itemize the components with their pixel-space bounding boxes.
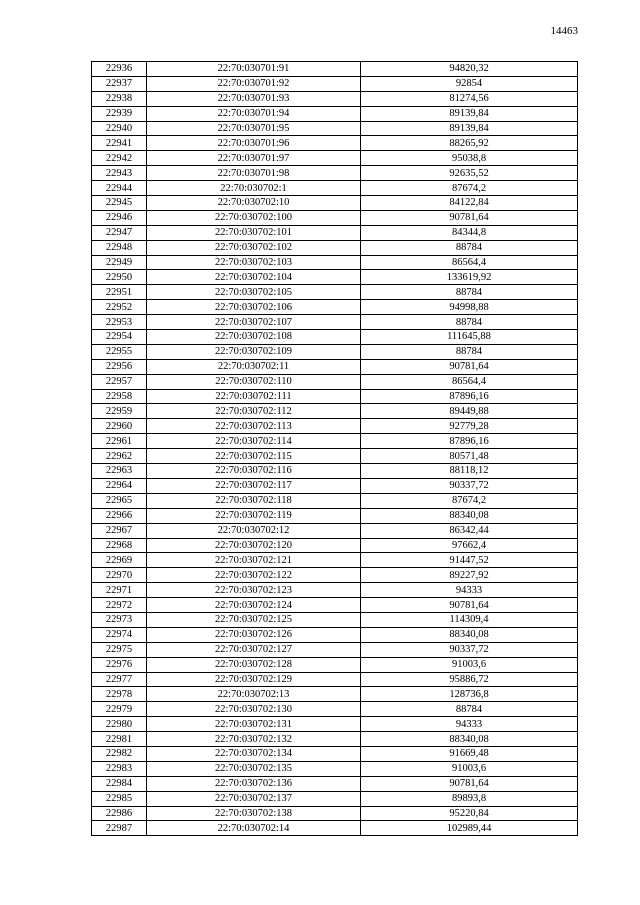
cadastral-number-cell: 22:70:030702:13 xyxy=(147,687,361,702)
cadastral-number-cell: 22:70:030702:117 xyxy=(147,478,361,493)
row-number-cell: 22971 xyxy=(92,583,147,598)
row-number-cell: 22960 xyxy=(92,419,147,434)
value-cell: 88784 xyxy=(361,315,578,330)
table-row xyxy=(92,717,578,732)
value-cell: 90781,64 xyxy=(361,359,578,374)
value-cell: 89893,8 xyxy=(361,791,578,806)
value-cell: 86564,4 xyxy=(361,255,578,270)
row-number-cell: 22966 xyxy=(92,508,147,523)
table-row xyxy=(92,538,578,553)
cadastral-number-cell: 22:70:030702:12 xyxy=(147,523,361,538)
value-cell: 94998,88 xyxy=(361,300,578,315)
cadastral-number-cell: 22:70:030702:130 xyxy=(147,702,361,717)
value-cell: 84344,8 xyxy=(361,225,578,240)
cadastral-number-cell: 22:70:030702:104 xyxy=(147,270,361,285)
table-row xyxy=(92,225,578,240)
cadastral-number-cell: 22:70:030702:120 xyxy=(147,538,361,553)
value-cell: 88340,08 xyxy=(361,508,578,523)
value-cell: 133619,92 xyxy=(361,270,578,285)
cadastral-number-cell: 22:70:030702:105 xyxy=(147,285,361,300)
table-row xyxy=(92,330,578,345)
value-cell: 94333 xyxy=(361,717,578,732)
cadastral-number-cell: 22:70:030702:112 xyxy=(147,404,361,419)
row-number-cell: 22939 xyxy=(92,106,147,121)
table-row xyxy=(92,255,578,270)
table-row xyxy=(92,196,578,211)
value-cell: 88784 xyxy=(361,285,578,300)
value-cell: 91003,6 xyxy=(361,657,578,672)
row-number-cell: 22947 xyxy=(92,225,147,240)
table-row xyxy=(92,568,578,583)
row-number-cell: 22954 xyxy=(92,330,147,345)
row-number-cell: 22985 xyxy=(92,791,147,806)
row-number-cell: 22951 xyxy=(92,285,147,300)
value-cell: 94820,32 xyxy=(361,62,578,77)
table-row xyxy=(92,687,578,702)
row-number-cell: 22945 xyxy=(92,196,147,211)
table-row xyxy=(92,806,578,821)
value-cell: 92779,28 xyxy=(361,419,578,434)
value-cell: 91447,52 xyxy=(361,553,578,568)
row-number-cell: 22969 xyxy=(92,553,147,568)
row-number-cell: 22943 xyxy=(92,166,147,181)
value-cell: 90781,64 xyxy=(361,210,578,225)
value-cell: 88784 xyxy=(361,702,578,717)
row-number-cell: 22938 xyxy=(92,91,147,106)
table-row xyxy=(92,523,578,538)
cadastral-number-cell: 22:70:030702:106 xyxy=(147,300,361,315)
table-row xyxy=(92,449,578,464)
table-row xyxy=(92,642,578,657)
table-row xyxy=(92,62,578,77)
cadastral-number-cell: 22:70:030701:98 xyxy=(147,166,361,181)
row-number-cell: 22978 xyxy=(92,687,147,702)
table-row xyxy=(92,404,578,419)
table-row xyxy=(92,746,578,761)
row-number-cell: 22949 xyxy=(92,255,147,270)
table-row xyxy=(92,553,578,568)
cadastral-number-cell: 22:70:030702:129 xyxy=(147,672,361,687)
row-number-cell: 22936 xyxy=(92,62,147,77)
value-cell: 87674,2 xyxy=(361,181,578,196)
cadastral-number-cell: 22:70:030702:110 xyxy=(147,374,361,389)
cadastral-number-cell: 22:70:030702:113 xyxy=(147,419,361,434)
table-row xyxy=(92,240,578,255)
cadastral-number-cell: 22:70:030702:11 xyxy=(147,359,361,374)
table-row xyxy=(92,761,578,776)
table-row xyxy=(92,285,578,300)
table-row xyxy=(92,419,578,434)
value-cell: 90337,72 xyxy=(361,642,578,657)
value-cell: 84122,84 xyxy=(361,196,578,211)
cadastral-number-cell: 22:70:030702:116 xyxy=(147,464,361,479)
table-row xyxy=(92,791,578,806)
row-number-cell: 22974 xyxy=(92,627,147,642)
row-number-cell: 22977 xyxy=(92,672,147,687)
table-row xyxy=(92,76,578,91)
cadastral-number-cell: 22:70:030702:114 xyxy=(147,434,361,449)
cadastral-number-cell: 22:70:030702:126 xyxy=(147,627,361,642)
table-row xyxy=(92,493,578,508)
value-cell: 94333 xyxy=(361,583,578,598)
value-cell: 92854 xyxy=(361,76,578,91)
row-number-cell: 22955 xyxy=(92,344,147,359)
row-number-cell: 22953 xyxy=(92,315,147,330)
table-row xyxy=(92,344,578,359)
table-row xyxy=(92,612,578,627)
row-number-cell: 22980 xyxy=(92,717,147,732)
table-body xyxy=(92,62,578,836)
cadastral-number-cell: 22:70:030702:138 xyxy=(147,806,361,821)
value-cell: 90781,64 xyxy=(361,776,578,791)
cadastral-number-cell: 22:70:030701:97 xyxy=(147,151,361,166)
value-cell: 95886,72 xyxy=(361,672,578,687)
table-row xyxy=(92,389,578,404)
table-row xyxy=(92,464,578,479)
value-cell: 89139,84 xyxy=(361,121,578,136)
value-cell: 114309,4 xyxy=(361,612,578,627)
cadastral-number-cell: 22:70:030702:119 xyxy=(147,508,361,523)
value-cell: 102989,44 xyxy=(361,821,578,836)
value-cell: 88784 xyxy=(361,344,578,359)
value-cell: 88265,92 xyxy=(361,136,578,151)
row-number-cell: 22968 xyxy=(92,538,147,553)
table-row xyxy=(92,270,578,285)
cadastral-number-cell: 22:70:030702:136 xyxy=(147,776,361,791)
row-number-cell: 22961 xyxy=(92,434,147,449)
cadastral-number-cell: 22:70:030702:102 xyxy=(147,240,361,255)
row-number-cell: 22944 xyxy=(92,181,147,196)
cadastral-number-cell: 22:70:030702:111 xyxy=(147,389,361,404)
row-number-cell: 22986 xyxy=(92,806,147,821)
cadastral-number-cell: 22:70:030701:91 xyxy=(147,62,361,77)
row-number-cell: 22973 xyxy=(92,612,147,627)
row-number-cell: 22984 xyxy=(92,776,147,791)
row-number-cell: 22956 xyxy=(92,359,147,374)
row-number-cell: 22957 xyxy=(92,374,147,389)
row-number-cell: 22962 xyxy=(92,449,147,464)
value-cell: 128736,8 xyxy=(361,687,578,702)
table-row xyxy=(92,300,578,315)
cadastral-number-cell: 22:70:030702:118 xyxy=(147,493,361,508)
value-cell: 86564,4 xyxy=(361,374,578,389)
table-row xyxy=(92,598,578,613)
table-row xyxy=(92,583,578,598)
row-number-cell: 22942 xyxy=(92,151,147,166)
page-number: 14463 xyxy=(550,25,578,37)
cadastral-number-cell: 22:70:030702:100 xyxy=(147,210,361,225)
value-cell: 88340,08 xyxy=(361,627,578,642)
cadastral-number-cell: 22:70:030701:92 xyxy=(147,76,361,91)
table-row xyxy=(92,627,578,642)
row-number-cell: 22937 xyxy=(92,76,147,91)
table-row xyxy=(92,478,578,493)
cadastral-number-cell: 22:70:030702:1 xyxy=(147,181,361,196)
table-row xyxy=(92,702,578,717)
value-cell: 87896,16 xyxy=(361,389,578,404)
table-row xyxy=(92,359,578,374)
value-cell: 81274,56 xyxy=(361,91,578,106)
cadastral-number-cell: 22:70:030701:93 xyxy=(147,91,361,106)
row-number-cell: 22964 xyxy=(92,478,147,493)
row-number-cell: 22946 xyxy=(92,210,147,225)
value-cell: 111645,88 xyxy=(361,330,578,345)
row-number-cell: 22979 xyxy=(92,702,147,717)
table-row xyxy=(92,106,578,121)
value-cell: 88118,12 xyxy=(361,464,578,479)
table-row xyxy=(92,508,578,523)
table-row xyxy=(92,821,578,836)
value-cell: 97662,4 xyxy=(361,538,578,553)
table-row xyxy=(92,672,578,687)
row-number-cell: 22987 xyxy=(92,821,147,836)
row-number-cell: 22940 xyxy=(92,121,147,136)
table-row xyxy=(92,434,578,449)
row-number-cell: 22982 xyxy=(92,746,147,761)
row-number-cell: 22958 xyxy=(92,389,147,404)
cadastral-number-cell: 22:70:030702:10 xyxy=(147,196,361,211)
table-row xyxy=(92,210,578,225)
value-cell: 88784 xyxy=(361,240,578,255)
value-cell: 86342,44 xyxy=(361,523,578,538)
cadastral-number-cell: 22:70:030702:103 xyxy=(147,255,361,270)
row-number-cell: 22950 xyxy=(92,270,147,285)
row-number-cell: 22963 xyxy=(92,464,147,479)
cadastral-number-cell: 22:70:030702:132 xyxy=(147,732,361,747)
row-number-cell: 22976 xyxy=(92,657,147,672)
value-cell: 91003,6 xyxy=(361,761,578,776)
cadastral-number-cell: 22:70:030702:109 xyxy=(147,344,361,359)
cadastral-number-cell: 22:70:030702:125 xyxy=(147,612,361,627)
row-number-cell: 22975 xyxy=(92,642,147,657)
value-cell: 88340,08 xyxy=(361,732,578,747)
value-cell: 91669,48 xyxy=(361,746,578,761)
cadastral-number-cell: 22:70:030702:108 xyxy=(147,330,361,345)
table-row xyxy=(92,91,578,106)
table-row xyxy=(92,136,578,151)
cadastral-number-cell: 22:70:030702:14 xyxy=(147,821,361,836)
cadastral-number-cell: 22:70:030702:107 xyxy=(147,315,361,330)
cadastral-number-cell: 22:70:030702:131 xyxy=(147,717,361,732)
row-number-cell: 22948 xyxy=(92,240,147,255)
row-number-cell: 22941 xyxy=(92,136,147,151)
value-cell: 90337,72 xyxy=(361,478,578,493)
value-cell: 89139,84 xyxy=(361,106,578,121)
table-row xyxy=(92,166,578,181)
row-number-cell: 22967 xyxy=(92,523,147,538)
value-cell: 95038,8 xyxy=(361,151,578,166)
cadastral-number-cell: 22:70:030702:128 xyxy=(147,657,361,672)
cadastral-number-cell: 22:70:030702:123 xyxy=(147,583,361,598)
table-row xyxy=(92,151,578,166)
table-row xyxy=(92,732,578,747)
row-number-cell: 22952 xyxy=(92,300,147,315)
row-number-cell: 22972 xyxy=(92,598,147,613)
table-row xyxy=(92,657,578,672)
table-row xyxy=(92,121,578,136)
cadastral-number-cell: 22:70:030701:96 xyxy=(147,136,361,151)
cadastral-number-cell: 22:70:030702:122 xyxy=(147,568,361,583)
cadastral-number-cell: 22:70:030702:121 xyxy=(147,553,361,568)
value-cell: 92635,52 xyxy=(361,166,578,181)
value-cell: 95220,84 xyxy=(361,806,578,821)
value-cell: 89449,88 xyxy=(361,404,578,419)
cadastral-number-cell: 22:70:030702:101 xyxy=(147,225,361,240)
cadastral-number-cell: 22:70:030701:95 xyxy=(147,121,361,136)
cadastral-number-cell: 22:70:030702:127 xyxy=(147,642,361,657)
table-row xyxy=(92,776,578,791)
value-cell: 90781,64 xyxy=(361,598,578,613)
row-number-cell: 22959 xyxy=(92,404,147,419)
table-row xyxy=(92,374,578,389)
cadastral-number-cell: 22:70:030702:134 xyxy=(147,746,361,761)
cadastral-number-cell: 22:70:030702:115 xyxy=(147,449,361,464)
value-cell: 87896,16 xyxy=(361,434,578,449)
value-cell: 89227,92 xyxy=(361,568,578,583)
row-number-cell: 22970 xyxy=(92,568,147,583)
cadastral-number-cell: 22:70:030701:94 xyxy=(147,106,361,121)
cadastral-number-cell: 22:70:030702:137 xyxy=(147,791,361,806)
cadastral-number-cell: 22:70:030702:135 xyxy=(147,761,361,776)
table-row xyxy=(92,315,578,330)
row-number-cell: 22965 xyxy=(92,493,147,508)
row-number-cell: 22981 xyxy=(92,732,147,747)
cadastral-table xyxy=(91,61,578,836)
cadastral-number-cell: 22:70:030702:124 xyxy=(147,598,361,613)
row-number-cell: 22983 xyxy=(92,761,147,776)
table-row xyxy=(92,181,578,196)
value-cell: 87674,2 xyxy=(361,493,578,508)
value-cell: 80571,48 xyxy=(361,449,578,464)
